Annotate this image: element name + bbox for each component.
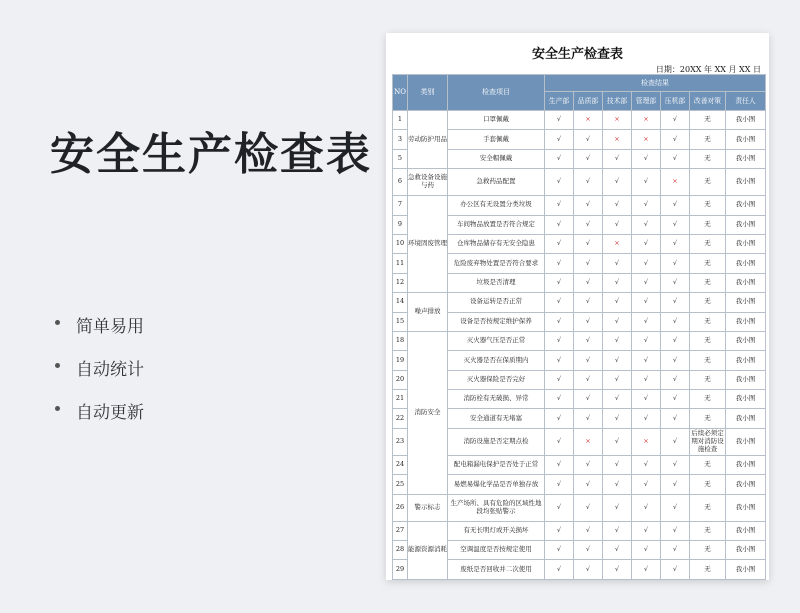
check-cell: × [574,111,603,130]
row-number: 26 [393,494,408,521]
row-measure: 无 [690,293,726,312]
check-cell: √ [545,351,574,370]
row-item: 配电箱漏电保护是否处于正常 [448,455,545,474]
check-cell: √ [603,254,632,273]
row-owner: 我小图 [726,390,766,409]
check-cell: √ [603,560,632,579]
row-number: 14 [393,293,408,312]
check-cell: √ [661,494,690,521]
row-number: 1 [393,111,408,130]
row-number: 12 [393,273,408,292]
check-cell: √ [661,475,690,494]
row-owner: 我小图 [726,541,766,560]
table-row [393,494,766,521]
check-cell: √ [632,409,661,428]
check-cell: √ [574,455,603,474]
check-cell: √ [632,273,661,292]
check-cell: √ [632,521,661,540]
check-cell: √ [661,312,690,331]
check-cell: √ [661,234,690,253]
row-owner: 我小图 [726,169,766,196]
header-col: 生产部 [545,92,574,111]
check-cell: √ [545,409,574,428]
row-measure: 无 [690,560,726,579]
check-cell: √ [574,234,603,253]
check-cell: √ [661,541,690,560]
check-cell: √ [632,560,661,579]
checklist-table [392,74,766,580]
check-cell: √ [661,149,690,168]
row-category: 消防安全 [408,331,448,494]
check-cell: √ [603,293,632,312]
row-measure: 无 [690,215,726,234]
row-measure: 无 [690,409,726,428]
table-row [393,370,766,389]
row-item: 灭火器气压是否正常 [448,331,545,350]
check-cell: × [632,428,661,455]
check-cell: √ [545,254,574,273]
check-cell: √ [632,475,661,494]
check-cell: × [603,111,632,130]
check-cell: √ [545,130,574,149]
header-col: 品质部 [574,92,603,111]
table-row [393,293,766,312]
table-row [393,521,766,540]
feature-label: 简单易用 [76,317,144,336]
row-measure: 无 [690,521,726,540]
row-measure: 无 [690,541,726,560]
header-results: 检查结果 [545,75,766,92]
row-owner: 我小图 [726,455,766,474]
row-owner: 我小图 [726,215,766,234]
check-cell: √ [603,169,632,196]
row-measure: 后续必须定期对消防设施检查 [690,428,726,455]
header-category: 类别 [408,75,448,111]
row-item: 设备运转是否正常 [448,293,545,312]
row-owner: 我小图 [726,409,766,428]
row-number: 18 [393,331,408,350]
row-item: 有无长明灯或开关损坏 [448,521,545,540]
table-row [393,254,766,273]
check-cell: √ [574,560,603,579]
date-field: 日期：20XX 年 XX 月 XX 日 [655,65,761,74]
check-cell: √ [603,370,632,389]
check-cell: √ [574,370,603,389]
row-owner: 我小图 [726,521,766,540]
check-cell: √ [603,409,632,428]
row-item: 办公区有无设置分类垃圾 [448,196,545,215]
row-item: 垃圾是否清理 [448,273,545,292]
row-owner: 我小图 [726,351,766,370]
check-cell: √ [574,149,603,168]
row-measure: 无 [690,130,726,149]
check-cell: √ [545,111,574,130]
check-cell: √ [574,130,603,149]
row-number: 11 [393,254,408,273]
header-col: 压机部 [661,92,690,111]
row-owner: 我小图 [726,560,766,579]
table-row [393,541,766,560]
feature-list [55,312,144,441]
check-cell: √ [574,331,603,350]
check-cell: √ [632,455,661,474]
row-item: 空调温度是否按规定使用 [448,541,545,560]
checklist-sheet [386,33,769,580]
header-col: 改善对策 [690,92,726,111]
table-row [393,409,766,428]
check-cell: √ [603,390,632,409]
table-row [393,149,766,168]
row-measure: 无 [690,475,726,494]
check-cell: √ [545,428,574,455]
check-cell: √ [545,455,574,474]
row-owner: 我小图 [726,111,766,130]
row-number: 27 [393,521,408,540]
row-number: 28 [393,541,408,560]
check-cell: √ [661,409,690,428]
row-item: 手套佩戴 [448,130,545,149]
row-category: 劳动防护用品 [408,111,448,169]
check-cell: √ [603,455,632,474]
check-cell: √ [603,273,632,292]
check-cell: √ [661,455,690,474]
check-cell: √ [661,560,690,579]
row-measure: 无 [690,196,726,215]
row-category: 急救设备设施与药 [408,169,448,196]
check-cell: √ [574,494,603,521]
row-item: 消防栓有无破损、异常 [448,390,545,409]
row-owner: 我小图 [726,370,766,389]
row-item: 急救药品配置 [448,169,545,196]
row-owner: 我小图 [726,273,766,292]
row-number: 24 [393,455,408,474]
header-col: 管理部 [632,92,661,111]
row-item: 车间物品放置是否符合规定 [448,215,545,234]
table-row [393,215,766,234]
row-owner: 我小图 [726,130,766,149]
check-cell: × [574,428,603,455]
table-row [393,169,766,196]
check-cell: √ [632,215,661,234]
row-number: 21 [393,390,408,409]
row-item: 安全帽佩戴 [448,149,545,168]
check-cell: √ [603,215,632,234]
check-cell: √ [632,169,661,196]
row-number: 20 [393,370,408,389]
row-number: 9 [393,215,408,234]
check-cell: √ [574,254,603,273]
table-row [393,234,766,253]
check-cell: √ [545,234,574,253]
row-item: 危险废弃物处置是否符合要求 [448,254,545,273]
check-cell: √ [545,494,574,521]
table-row [393,196,766,215]
row-item: 仓库物品储存有无安全隐患 [448,234,545,253]
check-cell: √ [574,312,603,331]
check-cell: √ [545,293,574,312]
row-measure: 无 [690,494,726,521]
header-no: NO [393,75,408,111]
row-measure: 无 [690,169,726,196]
check-cell: √ [632,390,661,409]
check-cell: √ [661,370,690,389]
row-measure: 无 [690,254,726,273]
row-item: 设备是否按规定维护保养 [448,312,545,331]
check-cell: √ [632,234,661,253]
check-cell: √ [661,331,690,350]
check-cell: √ [574,215,603,234]
row-measure: 无 [690,331,726,350]
table-row [393,312,766,331]
check-cell: √ [545,196,574,215]
row-measure: 无 [690,351,726,370]
table-row [393,130,766,149]
row-number: 7 [393,196,408,215]
check-cell: √ [632,254,661,273]
row-measure: 无 [690,111,726,130]
row-owner: 我小图 [726,234,766,253]
check-cell: √ [545,521,574,540]
check-cell: √ [545,149,574,168]
check-cell: √ [661,390,690,409]
row-owner: 我小图 [726,312,766,331]
row-number: 3 [393,130,408,149]
check-cell: √ [661,215,690,234]
check-cell: √ [603,351,632,370]
check-cell: √ [603,541,632,560]
check-cell: √ [661,130,690,149]
check-cell: √ [574,351,603,370]
check-cell: √ [632,351,661,370]
row-measure: 无 [690,455,726,474]
row-item: 消防设施是否定期点检 [448,428,545,455]
check-cell: √ [632,541,661,560]
table-row [393,455,766,474]
table-row [393,390,766,409]
table-row [393,273,766,292]
row-number: 10 [393,234,408,253]
row-owner: 我小图 [726,254,766,273]
row-measure: 无 [690,234,726,253]
check-cell: √ [545,390,574,409]
check-cell: √ [661,351,690,370]
check-cell: √ [603,521,632,540]
row-number: 5 [393,149,408,168]
feature-item [55,355,144,398]
check-cell: √ [574,390,603,409]
check-cell: √ [545,475,574,494]
row-owner: 我小图 [726,293,766,312]
check-cell: √ [661,428,690,455]
table-row [393,331,766,350]
header-col: 技术部 [603,92,632,111]
row-item: 安全通道有无堵塞 [448,409,545,428]
check-cell: √ [545,560,574,579]
check-cell: √ [632,370,661,389]
bullet-icon [55,320,60,325]
check-cell: √ [603,196,632,215]
row-item: 灭火器是否在保质期内 [448,351,545,370]
table-row [393,111,766,130]
check-cell: √ [545,370,574,389]
check-cell: √ [603,331,632,350]
check-cell: √ [574,293,603,312]
check-cell: √ [574,273,603,292]
table-row [393,428,766,455]
check-cell: √ [574,541,603,560]
row-item: 灭火器保险是否完好 [448,370,545,389]
row-owner: 我小图 [726,196,766,215]
hero-title: 安全生产检查表 [50,129,372,180]
row-owner: 我小图 [726,494,766,521]
check-cell: √ [603,494,632,521]
row-category: 能源资源消耗 [408,521,448,579]
check-cell: √ [574,196,603,215]
check-cell: × [603,130,632,149]
check-cell: √ [545,215,574,234]
check-cell: √ [603,428,632,455]
checklist-body [393,111,766,580]
check-cell: √ [632,293,661,312]
bullet-icon [55,363,60,368]
row-category: 环境固废管理 [408,196,448,293]
check-cell: × [603,234,632,253]
table-row [393,475,766,494]
check-cell: √ [545,169,574,196]
check-cell: √ [661,521,690,540]
row-measure: 无 [690,312,726,331]
row-category: 警示标志 [408,494,448,521]
row-measure: 无 [690,149,726,168]
row-item: 易燃易爆化学品是否单独存放 [448,475,545,494]
check-cell: × [661,169,690,196]
row-number: 25 [393,475,408,494]
feature-item [55,312,144,355]
row-number: 19 [393,351,408,370]
row-measure: 无 [690,390,726,409]
check-cell: × [632,130,661,149]
header-item: 检查项目 [448,75,545,111]
row-owner: 我小图 [726,149,766,168]
check-cell: √ [632,312,661,331]
check-cell: √ [545,331,574,350]
row-number: 6 [393,169,408,196]
check-cell: √ [632,331,661,350]
table-row [393,351,766,370]
check-cell: × [632,111,661,130]
check-cell: √ [545,273,574,292]
check-cell: √ [603,312,632,331]
check-cell: √ [661,293,690,312]
check-cell: √ [661,273,690,292]
header-col: 责任人 [726,92,766,111]
row-number: 29 [393,560,408,579]
row-owner: 我小图 [726,331,766,350]
row-item: 生产场所、具有危险的区域性地段均张贴警示 [448,494,545,521]
row-category: 噪声排放 [408,293,448,332]
row-number: 15 [393,312,408,331]
row-number: 22 [393,409,408,428]
check-cell: √ [545,312,574,331]
check-cell: √ [661,111,690,130]
check-cell: √ [574,475,603,494]
row-owner: 我小图 [726,428,766,455]
row-measure: 无 [690,273,726,292]
check-cell: √ [632,494,661,521]
check-cell: √ [632,196,661,215]
feature-label: 自动更新 [76,403,144,422]
check-cell: √ [661,254,690,273]
check-cell: √ [574,409,603,428]
table-row [393,560,766,579]
check-cell: √ [603,149,632,168]
check-cell: √ [661,196,690,215]
sheet-title: 安全生产检查表 [531,47,623,62]
check-cell: √ [545,541,574,560]
row-item: 废纸是否回收并二次使用 [448,560,545,579]
check-cell: √ [632,149,661,168]
check-cell: √ [603,475,632,494]
row-measure: 无 [690,370,726,389]
feature-item [55,398,144,441]
row-owner: 我小图 [726,475,766,494]
row-number: 23 [393,428,408,455]
feature-label: 自动统计 [76,360,144,379]
row-item: 口罩佩戴 [448,111,545,130]
check-cell: √ [574,169,603,196]
bullet-icon [55,406,60,411]
check-cell: √ [574,521,603,540]
